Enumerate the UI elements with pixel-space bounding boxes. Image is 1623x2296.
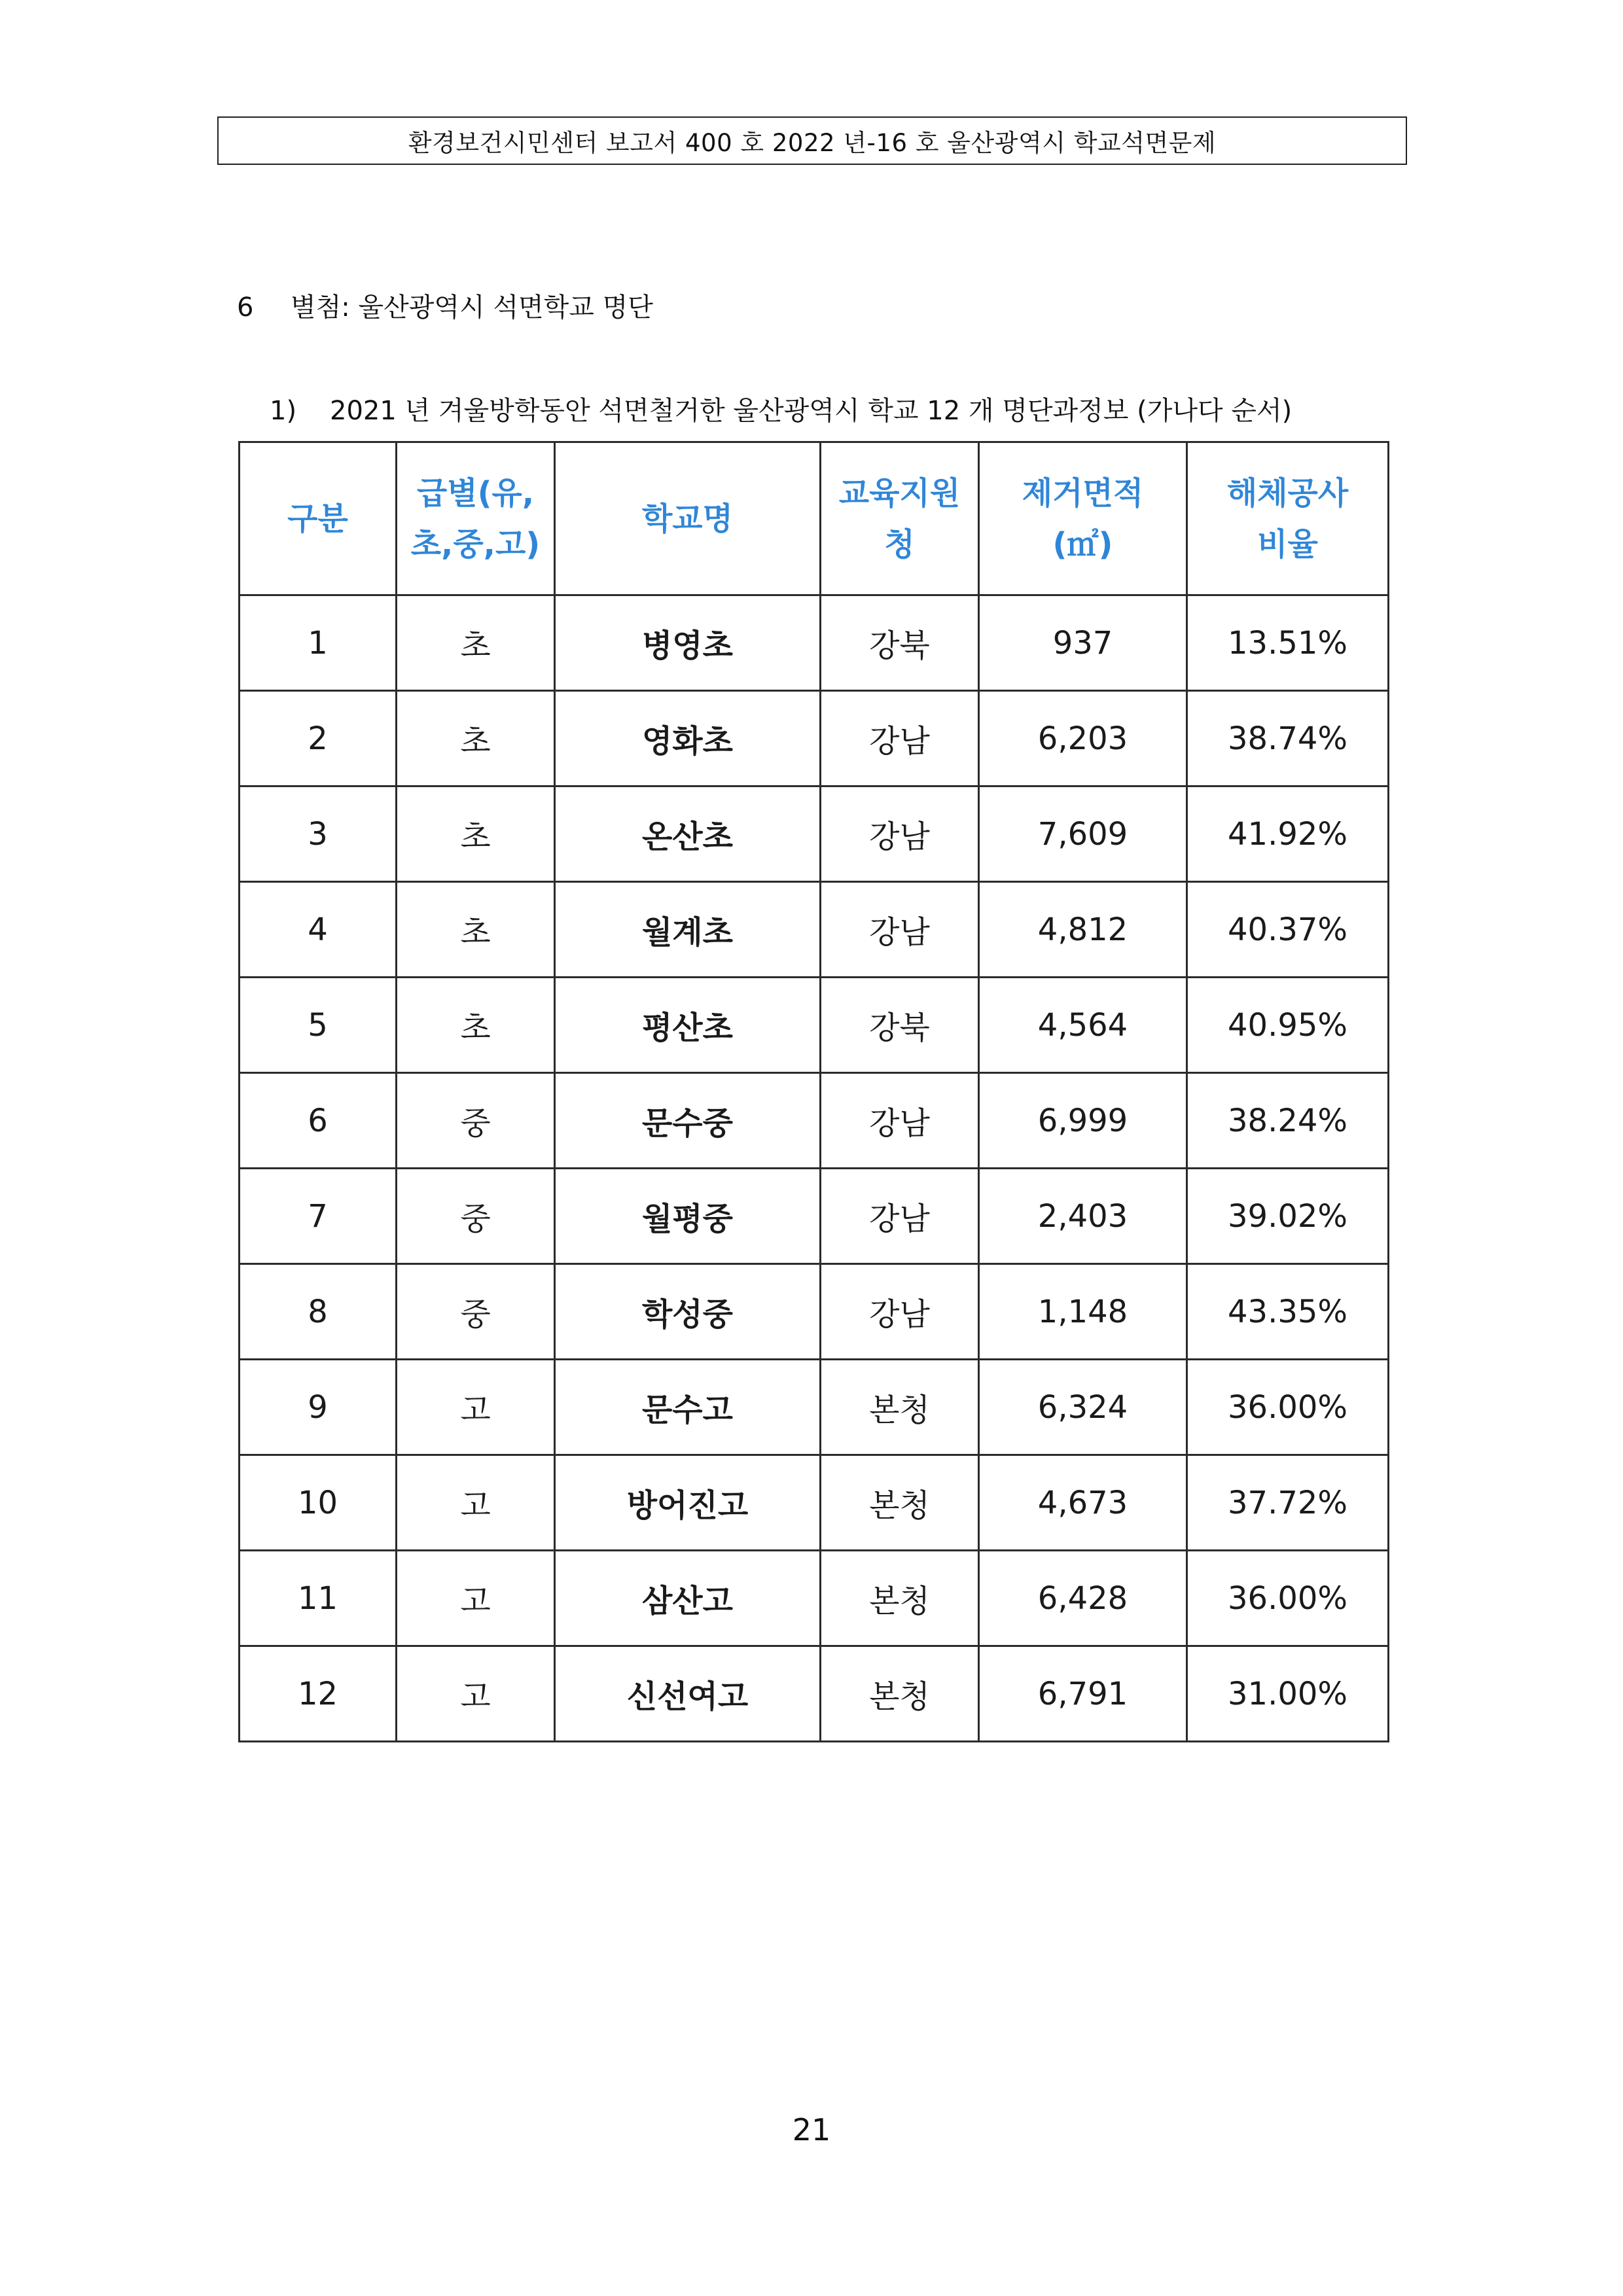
cell-area: 1,148 <box>979 1264 1187 1360</box>
header-area: 제거면적 (㎡) <box>979 442 1187 595</box>
cell-level: 고 <box>397 1646 555 1742</box>
cell-level: 초 <box>397 978 555 1073</box>
cell-area: 7,609 <box>979 786 1187 882</box>
subsection-title: 2021 년 겨울방학동안 석면철거한 울산광역시 학교 12 개 명단과정보 (가나다 순서) <box>330 396 1293 426</box>
cell-no: 3 <box>240 786 397 882</box>
section-heading <box>237 287 653 324</box>
cell-ratio: 36.00% <box>1187 1360 1389 1455</box>
cell-level: 초 <box>397 595 555 691</box>
header-office: 교육지원 청 <box>821 442 979 595</box>
cell-ratio: 43.35% <box>1187 1264 1389 1360</box>
cell-level: 중 <box>397 1169 555 1264</box>
cell-area: 4,673 <box>979 1455 1187 1551</box>
cell-no: 8 <box>240 1264 397 1360</box>
table-row <box>240 978 1389 1073</box>
cell-area: 6,428 <box>979 1551 1187 1646</box>
cell-office: 본청 <box>821 1551 979 1646</box>
cell-area: 6,324 <box>979 1360 1187 1455</box>
cell-no: 11 <box>240 1551 397 1646</box>
cell-school: 영화초 <box>555 691 821 786</box>
report-header <box>217 116 1407 165</box>
cell-school: 삼산고 <box>555 1551 821 1646</box>
cell-ratio: 39.02% <box>1187 1169 1389 1264</box>
header-school: 학교명 <box>555 442 821 595</box>
header-level: 급별(유, 초,중,고) <box>397 442 555 595</box>
cell-no: 2 <box>240 691 397 786</box>
cell-area: 937 <box>979 595 1187 691</box>
header-ratio: 해체공사 비율 <box>1187 442 1389 595</box>
cell-ratio: 13.51% <box>1187 595 1389 691</box>
cell-area: 4,812 <box>979 882 1187 978</box>
cell-office: 강남 <box>821 882 979 978</box>
table-row <box>240 595 1389 691</box>
page-number: 21 <box>792 2112 831 2147</box>
cell-no: 9 <box>240 1360 397 1455</box>
table-row <box>240 882 1389 978</box>
table-row <box>240 1264 1389 1360</box>
cell-school: 문수중 <box>555 1073 821 1169</box>
cell-office: 본청 <box>821 1360 979 1455</box>
cell-office: 강남 <box>821 691 979 786</box>
cell-area: 2,403 <box>979 1169 1187 1264</box>
cell-no: 12 <box>240 1646 397 1742</box>
cell-area: 6,791 <box>979 1646 1187 1742</box>
cell-ratio: 40.95% <box>1187 978 1389 1073</box>
cell-ratio: 40.37% <box>1187 882 1389 978</box>
cell-office: 본청 <box>821 1455 979 1551</box>
table-row <box>240 1073 1389 1169</box>
cell-office: 강북 <box>821 595 979 691</box>
subsection-number: 1) <box>270 396 297 426</box>
subsection-heading <box>270 390 1292 427</box>
cell-school: 학성중 <box>555 1264 821 1360</box>
cell-office: 강남 <box>821 1264 979 1360</box>
section-title: 별첨: 울산광역시 석면학교 명단 <box>291 292 653 323</box>
cell-school: 평산초 <box>555 978 821 1073</box>
cell-no: 4 <box>240 882 397 978</box>
cell-level: 초 <box>397 691 555 786</box>
cell-school: 온산초 <box>555 786 821 882</box>
cell-level: 고 <box>397 1551 555 1646</box>
table-header-row <box>240 442 1389 595</box>
cell-area: 6,203 <box>979 691 1187 786</box>
cell-no: 6 <box>240 1073 397 1169</box>
cell-no: 1 <box>240 595 397 691</box>
cell-ratio: 41.92% <box>1187 786 1389 882</box>
cell-level: 중 <box>397 1073 555 1169</box>
cell-school: 월평중 <box>555 1169 821 1264</box>
cell-office: 본청 <box>821 1646 979 1742</box>
table-row <box>240 1169 1389 1264</box>
cell-no: 10 <box>240 1455 397 1551</box>
cell-area: 6,999 <box>979 1073 1187 1169</box>
cell-no: 7 <box>240 1169 397 1264</box>
table-row <box>240 1360 1389 1455</box>
cell-ratio: 38.24% <box>1187 1073 1389 1169</box>
cell-ratio: 38.74% <box>1187 691 1389 786</box>
asbestos-school-table <box>238 441 1389 1742</box>
cell-office: 강북 <box>821 978 979 1073</box>
cell-no: 5 <box>240 978 397 1073</box>
cell-level: 초 <box>397 882 555 978</box>
cell-level: 고 <box>397 1455 555 1551</box>
table-row <box>240 786 1389 882</box>
cell-school: 병영초 <box>555 595 821 691</box>
cell-school: 월계초 <box>555 882 821 978</box>
header-no: 구분 <box>240 442 397 595</box>
cell-level: 고 <box>397 1360 555 1455</box>
table-row <box>240 1455 1389 1551</box>
cell-ratio: 36.00% <box>1187 1551 1389 1646</box>
cell-office: 강남 <box>821 786 979 882</box>
cell-office: 강남 <box>821 1169 979 1264</box>
report-header-text: 환경보건시민센터 보고서 400 호 2022 년-16 호 울산광역시 학교석면문제 <box>408 129 1217 157</box>
table-row <box>240 1646 1389 1742</box>
cell-ratio: 37.72% <box>1187 1455 1389 1551</box>
table-row <box>240 691 1389 786</box>
cell-ratio: 31.00% <box>1187 1646 1389 1742</box>
cell-office: 강남 <box>821 1073 979 1169</box>
cell-school: 신선여고 <box>555 1646 821 1742</box>
cell-school: 방어진고 <box>555 1455 821 1551</box>
cell-area: 4,564 <box>979 978 1187 1073</box>
cell-school: 문수고 <box>555 1360 821 1455</box>
section-number: 6 <box>237 292 254 323</box>
cell-level: 중 <box>397 1264 555 1360</box>
table-row <box>240 1551 1389 1646</box>
cell-level: 초 <box>397 786 555 882</box>
